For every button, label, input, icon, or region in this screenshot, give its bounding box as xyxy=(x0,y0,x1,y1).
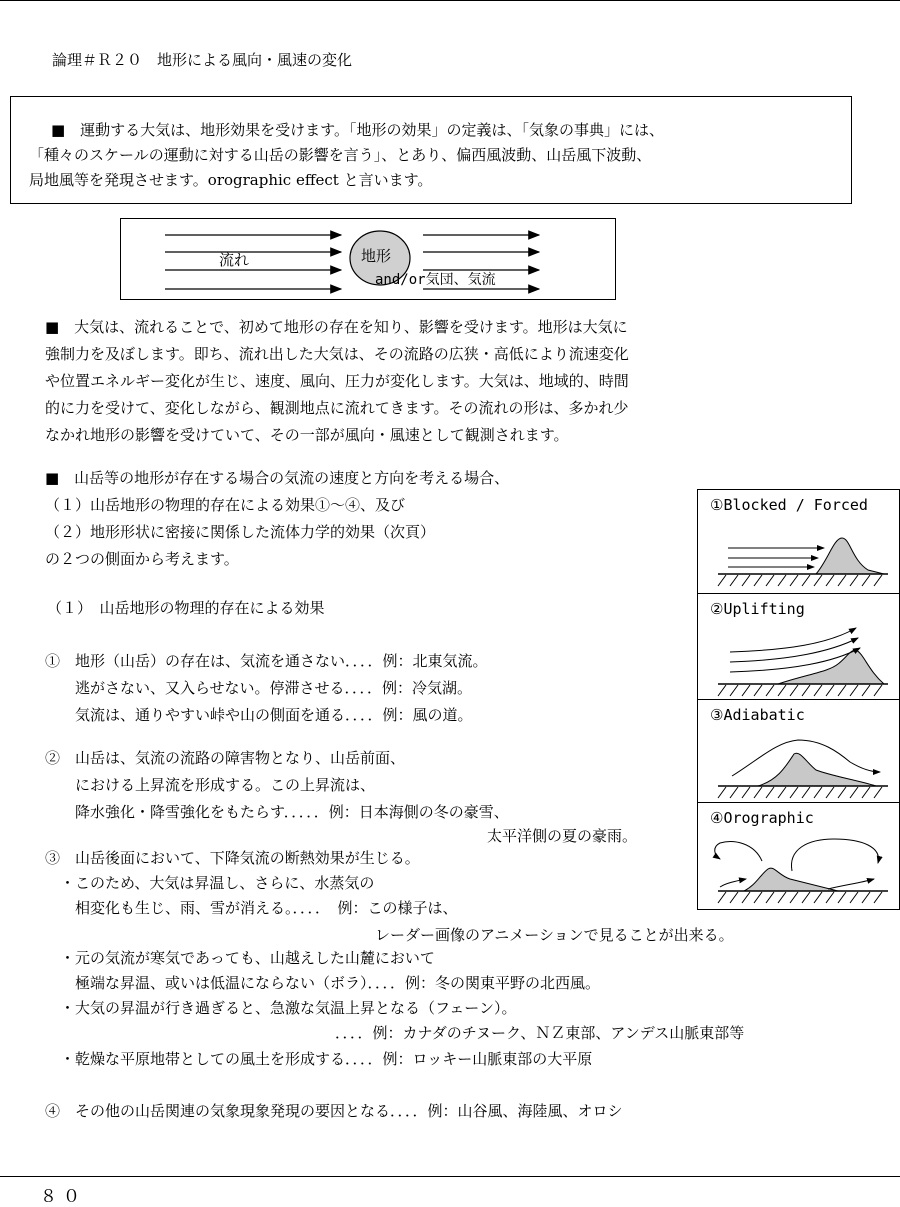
effect-line: ③ 山岳後面において、下降気流の断熱効果が生じる。 xyxy=(45,849,420,867)
effect-2-example-tail: 太平洋側の夏の豪雨。 xyxy=(487,827,638,845)
panel-orographic xyxy=(697,802,900,910)
panel-uplifting xyxy=(697,593,900,700)
aspects-line: （２）地形形状に密接に関係した流体力学的効果（次頁） xyxy=(45,523,436,541)
effect-line: ・大気の昇温が行き過ぎると、急激な気温上昇となる（フェーン）。 xyxy=(45,999,517,1017)
intro-line: や位置エネルギー変化が生じ、速度、風向、圧力が変化します。大気は、地域的、時間 xyxy=(45,372,629,390)
section1-heading: （１） 山岳地形の物理的存在による効果 xyxy=(47,599,325,617)
panel-blocked-forced xyxy=(697,489,900,594)
effect-4-line: ④ その他の山岳関連の気象現象発現の要因となる．．．．例：山谷風、海陸風、オロシ xyxy=(45,1102,623,1120)
definition-box xyxy=(10,96,852,204)
bottom-rule xyxy=(0,1176,900,1177)
effect-line: 降水強化・降雪強化をもたらす．．．．．例：日本海側の冬の豪雪、 xyxy=(45,803,509,821)
aspects-line: ■ 山岳等の地形が存在する場合の気流の速度と方向を考える場合、 xyxy=(45,469,510,487)
top-rule xyxy=(0,0,900,1)
effect-line: 相変化も生じ、雨、雪が消える。．．．． 例：この様子は、 xyxy=(45,899,458,917)
flow-diagram xyxy=(120,218,616,300)
effect-3-more-block xyxy=(45,946,600,1021)
aspects-line: （１）山岳地形の物理的存在による効果①～④、及び xyxy=(45,496,406,514)
effect-line: における上昇流を形成する。この上昇流は、 xyxy=(45,776,376,794)
effect-line: ・元の気流が寒気であっても、山越えした山麓において xyxy=(45,949,435,967)
effect-line: ② 山岳は、気流の流路の障害物となり、山岳前面、 xyxy=(45,749,406,767)
aspects-line: の２つの側面から考えます。 xyxy=(45,550,239,568)
effect-line: 極端な昇温、或いは低温にならない（ボラ）．．．．例：冬の関東平野の北西風。 xyxy=(45,974,601,992)
panel-label: ③Adiabatic xyxy=(710,706,805,724)
airmass-label: and/or気団、気流 xyxy=(375,272,496,288)
effect-2-block xyxy=(45,745,509,826)
definition-line: ■ 運動する大気は、地形効果を受けます。「地形の効果」の定義は、「気象の事典」には、 xyxy=(51,121,664,139)
intro-line: 的に力を受けて、変化しながら、観測地点に流れてきます。その流れの形は、多かれ少 xyxy=(45,399,629,417)
effect-line: ・このため、大気は昇温し、さらに、水蒸気の xyxy=(45,874,375,892)
effect-line: ① 地形（山岳）の存在は、気流を通さない．．．．例：北東気流。 xyxy=(45,652,488,670)
page-title: 論理＃Ｒ２０ 地形による風向・風速の変化 xyxy=(52,51,353,69)
effect-3-radar-note: レーダー画像のアニメーションで見ることが出来る。 xyxy=(375,926,734,944)
intro-line: ■ 大気は、流れることで、初めて地形の存在を知り、影響を受けます。地形は大気に xyxy=(45,318,628,336)
effect-1-block xyxy=(45,648,488,729)
definition-line: 局地風等を発現させます。orographic effect と言います。 xyxy=(29,171,433,189)
terrain-label: 地形 xyxy=(361,247,392,265)
effect-3-block xyxy=(45,846,458,921)
effect-3-last-line: ・乾燥な平原地帯としての風土を形成する．．．．例：ロッキー山脈東部の大平原 xyxy=(45,1050,593,1068)
intro-paragraph xyxy=(45,314,629,449)
page-number: ８０ xyxy=(40,1187,86,1207)
effect-line: 気流は、通りやすい峠や山の側面を通る．．．．例：風の道。 xyxy=(45,706,473,724)
panel-label: ②Uplifting xyxy=(710,600,805,618)
intro-line: なかれ地形の影響を受けていて、その一部が風向・風速として観測されます。 xyxy=(45,426,569,444)
panel-adiabatic xyxy=(697,699,900,803)
effect-line: 逃がさない、又入らせない。停滞させる．．．．例：冷気湖。 xyxy=(45,679,473,697)
effect-3-foehn-examples: ．．．．例：カナダのチヌーク、ＮＺ東部、アンデス山脈東部等 xyxy=(335,1024,745,1042)
aspects-paragraph xyxy=(45,465,509,573)
panel-label: ①Blocked / Forced xyxy=(710,496,868,514)
panel-label: ④Orographic xyxy=(710,809,814,827)
flow-label: 流れ xyxy=(219,251,250,269)
definition-line: 「種々のスケールの運動に対する山岳の影響を言う」、とあり、偏西風波動、山岳風下波動、 xyxy=(29,146,652,164)
intro-line: 強制力を及ぼします。即ち、流れ出した大気は、その流路の広狭・高低により流速変化 xyxy=(45,345,629,363)
